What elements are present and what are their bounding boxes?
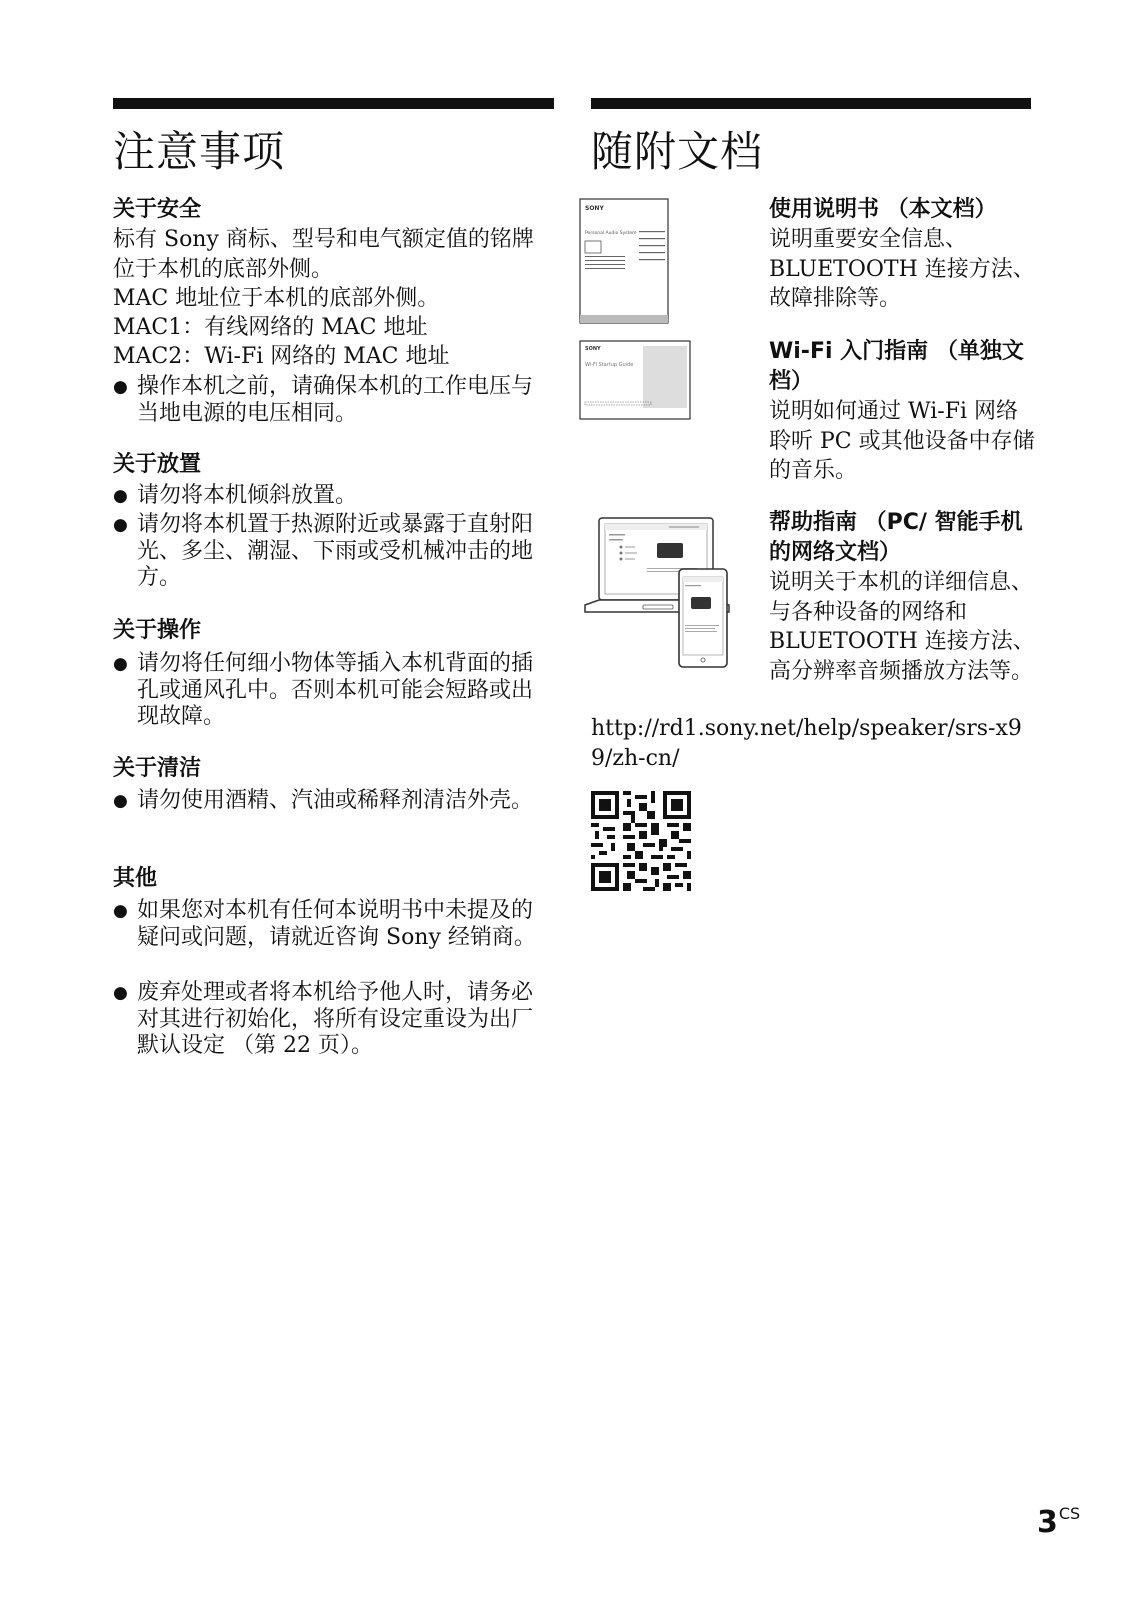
manual-label: Personal Audio System: [585, 231, 637, 236]
manual-thumbnail-icon: [579, 198, 671, 325]
list-item: ● 操作本机之前，请确保本机的工作电压与当地电源的电压相同。: [113, 374, 554, 427]
list-item: ● 请勿将本机置于热源附近或暴露于直射阳光、多尘、潮湿、下雨或受机械冲击的地方。: [113, 512, 554, 592]
page-number: [1037, 1504, 1081, 1540]
doc-title: Wi-Fi 入门指南 （单独文档）: [769, 339, 1024, 394]
heading-placement: 关于放置: [113, 452, 202, 477]
supplied-documents-column: [585, 98, 1035, 771]
doc-description: 说明关于本机的详细信息、与各种设备的网络和 BLUETOOTH 连接方法、高分辨率音频播放方法等。: [769, 570, 1035, 684]
doc-title: 使用说明书 （本文档）: [769, 197, 997, 222]
help-guide-url[interactable]: http://rd1.sony.net/help/speaker/srs-x99/zh-cn/: [591, 716, 1022, 771]
qr-code-icon[interactable]: [591, 791, 691, 891]
safety-paragraph: 标有 Sony 商标、型号和电气额定值的铭牌位于本机的底部外侧。: [113, 227, 534, 282]
section-rule: [591, 98, 1031, 109]
help-guide-devices-icon: [579, 513, 737, 673]
page-number-value: 3: [1037, 1505, 1058, 1540]
section-title: 随附文档: [591, 127, 764, 176]
section-rule: [113, 98, 554, 109]
page-language-suffix: CS: [1058, 1504, 1081, 1523]
list-item: ● 废弃处理或者将本机给予他人时，请务必对其进行初始化，将所有设定重设为出厂默认设定 （第 22 页）。: [113, 980, 554, 1060]
precautions-column: [113, 98, 554, 1058]
doc-title: 帮助指南 （PC/ 智能手机的网络文档）: [769, 510, 1023, 565]
doc-description: 说明如何通过 Wi-Fi 网络聆听 PC 或其他设备中存储的音乐。: [769, 399, 1035, 483]
list-item: ● 请勿使用酒精、汽油或稀释剂清洁外壳。: [113, 788, 554, 815]
wifi-guide-thumbnail-icon: [579, 340, 693, 422]
doc-wifi-startup-guide: [769, 337, 1039, 486]
page-title: 注意事项: [113, 127, 286, 176]
heading-safety: 关于安全: [113, 197, 202, 222]
list-item: ● 请勿将任何细小物体等插入本机背面的插孔或通风孔中。否则本机可能会短路或出现故障。: [113, 651, 554, 731]
doc-operating-instructions: [769, 195, 1039, 314]
safety-paragraph: MAC 地址位于本机的底部外侧。: [113, 286, 440, 311]
safety-paragraph: MAC1：有线网络的 MAC 地址: [113, 315, 428, 340]
manual-brand: SONY: [585, 205, 604, 212]
guide-label: Wi-Fi Startup Guide: [585, 362, 634, 368]
list-item: ● 如果您对本机有任何本说明书中未提及的疑问或问题，请就近咨询 Sony 经销商。: [113, 898, 554, 951]
doc-help-guide: [769, 508, 1039, 686]
guide-brand: SONY: [585, 346, 601, 352]
heading-cleaning: 关于清洁: [113, 756, 202, 781]
list-item: ● 请勿将本机倾斜放置。: [113, 483, 554, 510]
heading-other: 其他: [113, 866, 158, 891]
doc-description: 说明重要安全信息、BLUETOOTH 连接方法、故障排除等。: [769, 227, 1035, 311]
safety-paragraph: MAC2：Wi-Fi 网络的 MAC 地址: [113, 344, 450, 369]
heading-operation: 关于操作: [113, 618, 202, 643]
